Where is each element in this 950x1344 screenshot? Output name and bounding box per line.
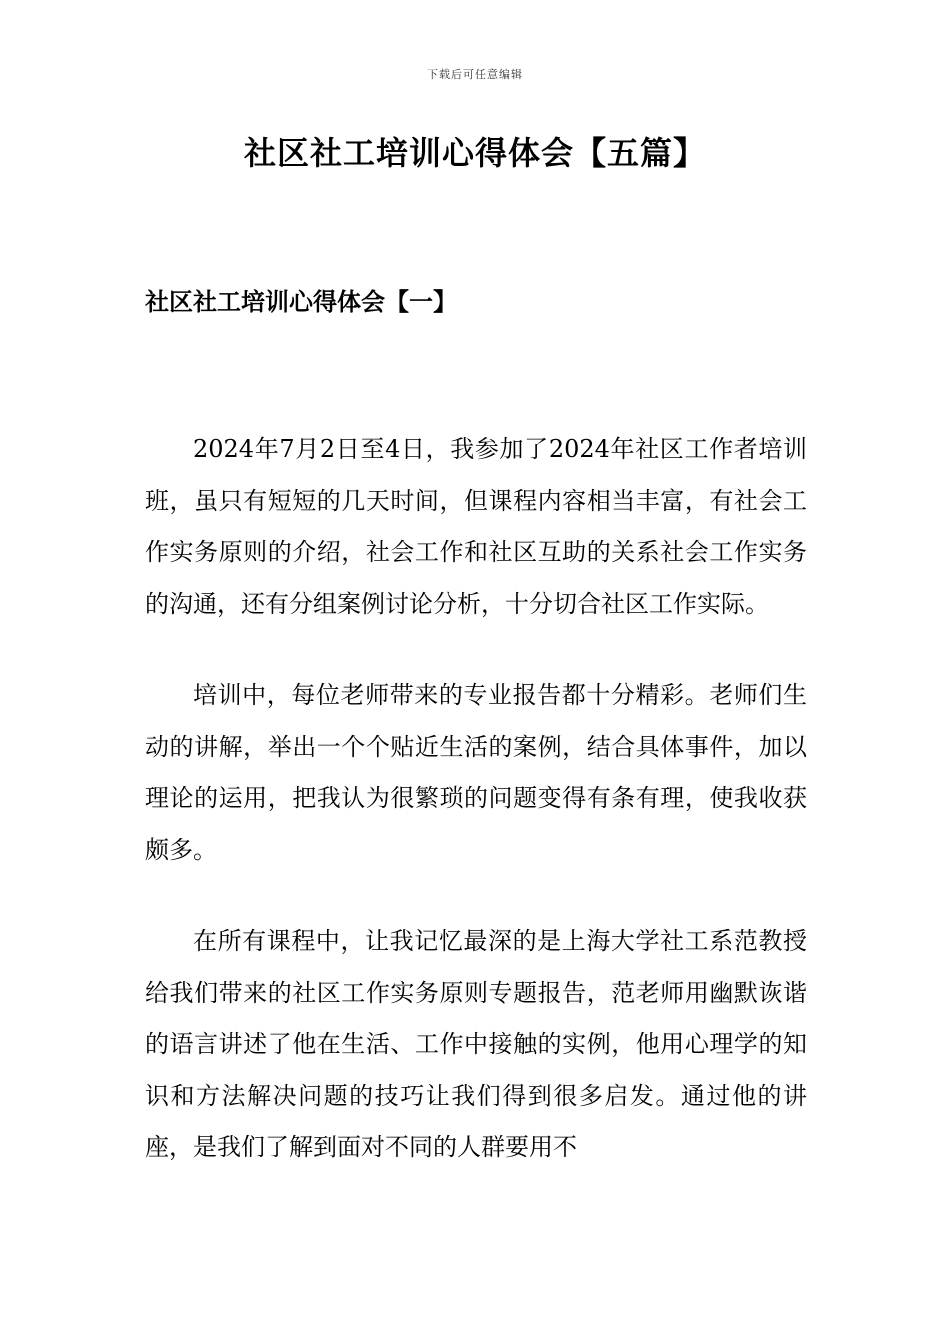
paragraph: 2024年7月2日至4日，我参加了2024年社区工作者培训班，虽只有短短的几天时间，但课程内容相当丰富，有社会工作实务原则的介绍，社会工作和社区互助的关系社会工作实务的沟通，还有分组案例讨论分析，十分切合社区工作实际。 — [145, 435, 807, 618]
section-title: 社区社工培训心得体会【一】 — [145, 287, 457, 316]
header-note: 下载后可任意编辑 — [427, 68, 523, 81]
document-body — [145, 424, 807, 1214]
paragraph: 在所有课程中，让我记忆最深的是上海大学社工系范教授给我们带来的社区工作实务原则专题报告，范老师用幽默诙谐的语言讲述了他在生活、工作中接触的实例，他用心理学的知识和方法解决问题的技巧让我们得到很多启发。通过他的讲座，是我们了解到面对不同的人群要用不 — [145, 927, 807, 1161]
paragraph: 培训中，每位老师带来的专业报告都十分精彩。老师们生动的讲解，举出一个个贴近生活的案例，结合具体事件，加以理论的运用，把我认为很繁琐的问题变得有条有理，使我收获颇多。 — [145, 681, 807, 864]
document-title: 社区社工培训心得体会【五篇】 — [243, 134, 706, 172]
